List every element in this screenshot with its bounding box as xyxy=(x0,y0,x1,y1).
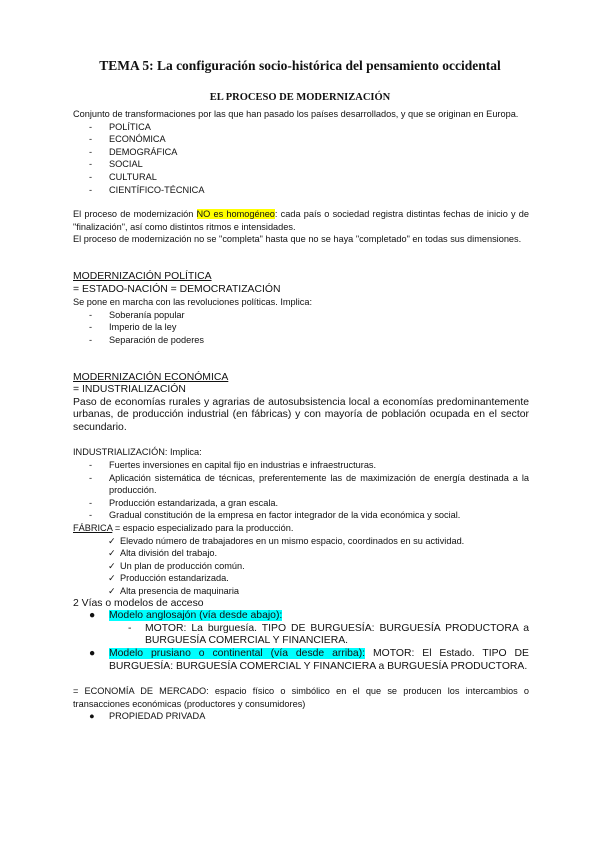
economica-equation: = INDUSTRIALIZACIÓN xyxy=(73,384,186,396)
list-item: ✓ Alta presencia de maquinaria xyxy=(73,585,529,598)
list-item: - Fuertes inversiones en capital fijo en industrias e infraestructuras. xyxy=(73,459,529,472)
motor-prusiano: MOTOR: El Estado. TIPO DE BURGUESÍA: BURGUESÍA COMERCIAL Y FINANCIERA a BURGUESÍA PRODUCTORA. xyxy=(109,647,529,672)
politica-intro: Se pone en marcha con las revoluciones políticas. Implica: xyxy=(73,297,313,308)
fabrica-label: FÁBRICA xyxy=(73,523,113,534)
industrializacion-intro: INDUSTRIALIZACIÓN: Implica: xyxy=(73,447,202,458)
list-item: - ECONÓMICA xyxy=(73,133,529,146)
list-item xyxy=(73,610,529,648)
economica-heading: MODERNIZACIÓN ECONÓMICA xyxy=(73,371,229,383)
industrializacion-list xyxy=(73,459,529,522)
bullet-icon: ● xyxy=(89,647,96,659)
highlight-not-homogeneous: NO es homogéneo xyxy=(196,209,275,220)
list-item: - Gradual constitución de la empresa en factor integrador de la vida económica y social. xyxy=(73,509,529,522)
intro-paragraph: Conjunto de transformaciones por las que han pasado los países desarrollados, y que se originan en Europa. xyxy=(73,109,519,119)
politica-equation: = ESTADO-NACIÓN = DEMOCRATIZACIÓN xyxy=(73,283,281,295)
politica-list xyxy=(73,309,529,347)
page-title: TEMA 5: La configuración socio-histórica del pensamiento occidental xyxy=(99,58,501,73)
list-item: - MOTOR: La burguesía. TIPO DE BURGUESÍA: BURGUESÍA PRODUCTORA a BURGUESÍA COMERCIAL Y FINANCIERA. xyxy=(109,623,529,648)
anglosajon-sublist xyxy=(109,623,529,648)
mercado-paragraph: = ECONOMÍA DE MERCADO: espacio físico o simbólico en el que se producen los intercambios o transacciones económicas (productores y consumidores) xyxy=(73,686,529,709)
fabrica-list xyxy=(73,535,529,598)
fabrica-definition xyxy=(73,522,529,535)
list-item: - CIENTÍFICO-TÉCNICA xyxy=(73,184,529,197)
completion-paragraph: El proceso de modernización no se "completa" hasta que no se haya "completado" en todas sus dimensiones. xyxy=(73,234,522,245)
list-item: - Imperio de la ley xyxy=(73,321,529,334)
mercado-list xyxy=(73,710,529,723)
section-title: EL PROCESO DE MODERNIZACIÓN xyxy=(209,92,391,103)
bullet-icon: ● xyxy=(89,610,96,622)
mercado-item: PROPIEDAD PRIVADA xyxy=(109,711,206,722)
document-body xyxy=(73,108,529,723)
modelo-prusiano: Modelo prusiano o continental (vía desde arriba): xyxy=(109,647,366,659)
list-item: - DEMOGRÁFICA xyxy=(73,146,529,159)
bullet-icon: ● xyxy=(89,711,95,722)
list-item: - Aplicación sistemática de técnicas, preferentemente las de maximización de energía destinada a la producción. xyxy=(73,472,529,497)
fabrica-def: = espacio especializado para la producción. xyxy=(112,523,294,534)
list-item: - SOCIAL xyxy=(73,158,529,171)
list-item: - POLÍTICA xyxy=(73,121,529,134)
vias-list xyxy=(73,610,529,673)
list-item: - Soberanía popular xyxy=(73,309,529,322)
politica-heading: MODERNIZACIÓN POLÍTICA xyxy=(73,270,212,282)
list-item: - Separación de poderes xyxy=(73,334,529,347)
list-item xyxy=(73,710,529,723)
list-item: ✓ Un plan de producción común. xyxy=(73,560,529,573)
homogeneity-after: : cada país o sociedad registra distintas fechas de inicio y de "finalización", así como distintos ritmos e intensidades. xyxy=(73,209,529,232)
list-item: ✓ Alta división del trabajo. xyxy=(73,547,529,560)
homogeneity-paragraph xyxy=(73,208,529,233)
list-item xyxy=(73,648,529,673)
list-item: - Producción estandarizada, a gran escala. xyxy=(73,497,529,510)
paso-paragraph: Paso de economías rurales y agrarias de autosubsistencia local a economías predominantemente urbanas, de producción industrial (en fábricas) y con mayoría de población ocupada en el sector secundario. xyxy=(73,396,529,433)
homogeneity-before: El proceso de modernización xyxy=(73,209,197,220)
list-item: ✓ Elevado número de trabajadores en un mismo espacio, coordinados en su actividad. xyxy=(73,535,529,548)
modelo-anglosajon: Modelo anglosajón (vía desde abajo): xyxy=(109,610,283,622)
list-item: - CULTURAL xyxy=(73,171,529,184)
list-item: ✓ Producción estandarizada. xyxy=(73,572,529,585)
vias-heading: 2 Vías o modelos de acceso xyxy=(73,597,204,609)
dimensions-list xyxy=(73,121,529,197)
